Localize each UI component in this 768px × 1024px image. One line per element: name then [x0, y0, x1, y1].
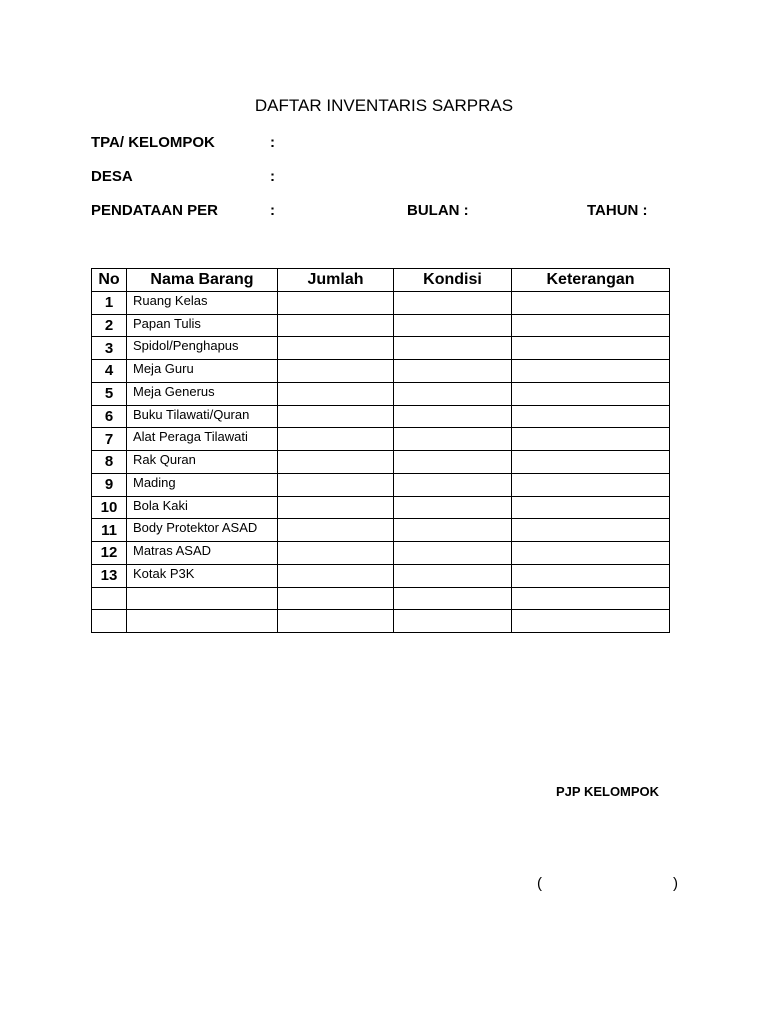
row-no: 11 [92, 519, 127, 542]
row-no: 7 [92, 428, 127, 451]
row-no: 5 [92, 382, 127, 405]
row-keterangan-cell[interactable] [512, 610, 670, 633]
row-keterangan-cell[interactable] [512, 314, 670, 337]
signature-close-paren: ) [673, 875, 678, 892]
row-kondisi-cell[interactable] [394, 451, 512, 474]
row-item-name: Papan Tulis [127, 314, 278, 337]
table-row [92, 428, 670, 451]
row-no: 1 [92, 291, 127, 314]
row-item-name: Ruang Kelas [127, 291, 278, 314]
table-header-row [92, 269, 670, 292]
row-jumlah-cell[interactable] [278, 587, 394, 610]
row-kondisi-cell[interactable] [394, 360, 512, 383]
inventory-table [91, 268, 670, 633]
row-keterangan-cell[interactable] [512, 337, 670, 360]
header-nama-barang: Nama Barang [127, 269, 278, 292]
row-item-name [127, 587, 278, 610]
row-item-name: Kotak P3K [127, 564, 278, 587]
row-jumlah-cell[interactable] [278, 542, 394, 565]
row-no: 6 [92, 405, 127, 428]
table-row [92, 360, 670, 383]
row-jumlah-cell[interactable] [278, 428, 394, 451]
row-keterangan-cell[interactable] [512, 428, 670, 451]
row-jumlah-cell[interactable] [278, 496, 394, 519]
row-jumlah-cell[interactable] [278, 291, 394, 314]
row-jumlah-cell[interactable] [278, 610, 394, 633]
row-no: 3 [92, 337, 127, 360]
table-row [92, 564, 670, 587]
bulan-label: BULAN : [407, 202, 469, 219]
row-kondisi-cell[interactable] [394, 382, 512, 405]
desa-label: DESA [91, 168, 133, 185]
row-jumlah-cell[interactable] [278, 473, 394, 496]
desa-colon: : [270, 168, 275, 185]
row-item-name: Buku Tilawati/Quran [127, 405, 278, 428]
row-item-name: Rak Quran [127, 451, 278, 474]
row-item-name: Alat Peraga Tilawati [127, 428, 278, 451]
row-keterangan-cell[interactable] [512, 587, 670, 610]
row-kondisi-cell[interactable] [394, 473, 512, 496]
row-keterangan-cell[interactable] [512, 291, 670, 314]
row-jumlah-cell[interactable] [278, 337, 394, 360]
header-no: No [92, 269, 127, 292]
row-no: 4 [92, 360, 127, 383]
row-jumlah-cell[interactable] [278, 360, 394, 383]
table-row [92, 405, 670, 428]
table-row [92, 610, 670, 633]
row-item-name: Mading [127, 473, 278, 496]
row-kondisi-cell[interactable] [394, 428, 512, 451]
row-kondisi-cell[interactable] [394, 337, 512, 360]
row-kondisi-cell[interactable] [394, 314, 512, 337]
document-title: DAFTAR INVENTARIS SARPRAS [254, 96, 514, 115]
row-item-name: Spidol/Penghapus [127, 337, 278, 360]
row-no: 9 [92, 473, 127, 496]
table-row [92, 314, 670, 337]
row-jumlah-cell[interactable] [278, 314, 394, 337]
row-keterangan-cell[interactable] [512, 519, 670, 542]
row-item-name: Meja Guru [127, 360, 278, 383]
header-kondisi: Kondisi [394, 269, 512, 292]
row-kondisi-cell[interactable] [394, 519, 512, 542]
signature-label: PJP KELOMPOK [556, 784, 660, 799]
row-jumlah-cell[interactable] [278, 451, 394, 474]
row-item-name [127, 610, 278, 633]
row-kondisi-cell[interactable] [394, 405, 512, 428]
row-kondisi-cell[interactable] [394, 542, 512, 565]
row-kondisi-cell[interactable] [394, 564, 512, 587]
row-keterangan-cell[interactable] [512, 382, 670, 405]
table-row [92, 542, 670, 565]
table-row [92, 337, 670, 360]
row-jumlah-cell[interactable] [278, 519, 394, 542]
table-row [92, 291, 670, 314]
row-no [92, 610, 127, 633]
row-keterangan-cell[interactable] [512, 496, 670, 519]
table-row [92, 587, 670, 610]
row-kondisi-cell[interactable] [394, 610, 512, 633]
tahun-label: TAHUN : [587, 202, 648, 219]
row-no: 12 [92, 542, 127, 565]
row-keterangan-cell[interactable] [512, 564, 670, 587]
row-no: 10 [92, 496, 127, 519]
row-kondisi-cell[interactable] [394, 291, 512, 314]
table-row [92, 451, 670, 474]
header-jumlah: Jumlah [278, 269, 394, 292]
table-row [92, 382, 670, 405]
tpa-label: TPA/ KELOMPOK [91, 134, 215, 151]
row-no: 2 [92, 314, 127, 337]
row-jumlah-cell[interactable] [278, 564, 394, 587]
row-kondisi-cell[interactable] [394, 587, 512, 610]
pendataan-label: PENDATAAN PER [91, 202, 218, 219]
header-keterangan: Keterangan [512, 269, 670, 292]
row-jumlah-cell[interactable] [278, 405, 394, 428]
row-item-name: Matras ASAD [127, 542, 278, 565]
row-no [92, 587, 127, 610]
table-row [92, 473, 670, 496]
row-keterangan-cell[interactable] [512, 405, 670, 428]
row-no: 8 [92, 451, 127, 474]
tpa-colon: : [270, 134, 275, 151]
row-kondisi-cell[interactable] [394, 496, 512, 519]
table-row [92, 496, 670, 519]
row-item-name: Bola Kaki [127, 496, 278, 519]
pendataan-colon: : [270, 202, 275, 219]
row-jumlah-cell[interactable] [278, 382, 394, 405]
row-no: 13 [92, 564, 127, 587]
row-keterangan-cell[interactable] [512, 542, 670, 565]
row-keterangan-cell[interactable] [512, 360, 670, 383]
signature-open-paren: ( [537, 875, 542, 892]
row-keterangan-cell[interactable] [512, 451, 670, 474]
row-item-name: Meja Generus [127, 382, 278, 405]
table-row [92, 519, 670, 542]
row-keterangan-cell[interactable] [512, 473, 670, 496]
row-item-name: Body Protektor ASAD [127, 519, 278, 542]
